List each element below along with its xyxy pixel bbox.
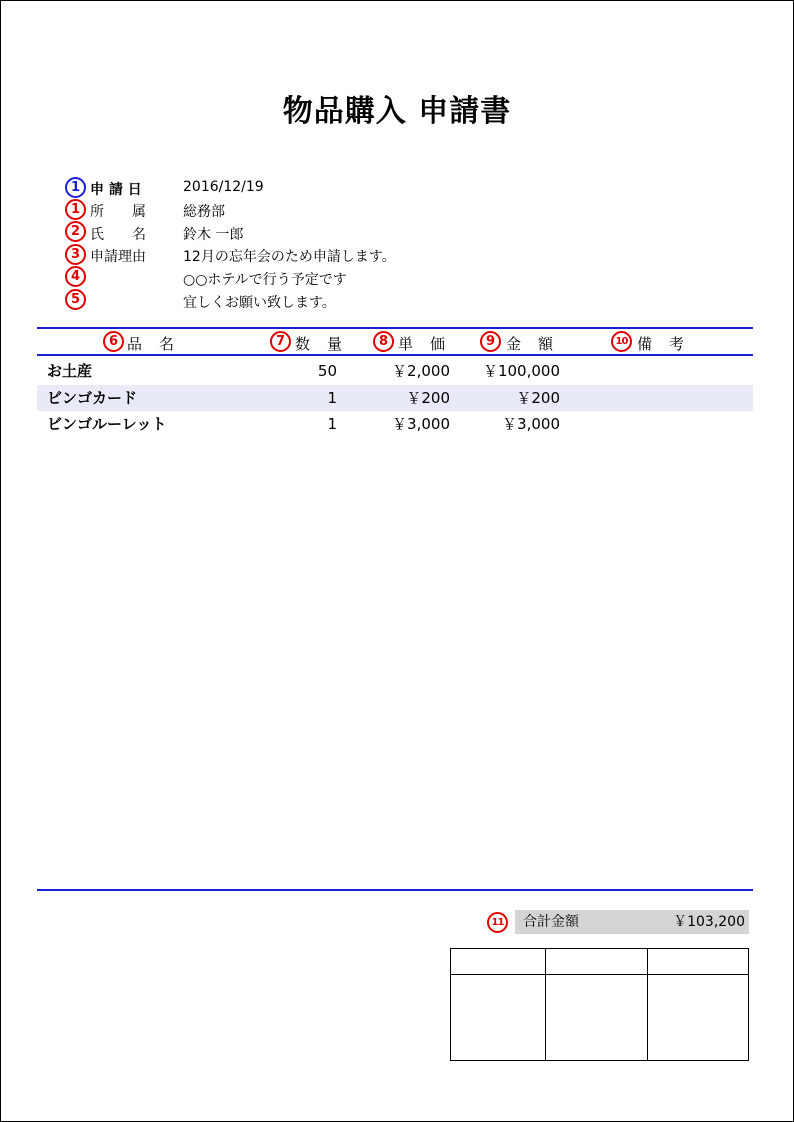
header-qty: 数 量 xyxy=(295,335,344,353)
row-price: ￥200 xyxy=(406,389,450,407)
dept-label: 所 属 xyxy=(90,204,146,220)
row-qty: 50 xyxy=(317,362,337,380)
row-item: ビンゴルーレット xyxy=(47,415,167,433)
row-item: ビンゴカード xyxy=(47,389,138,407)
reason-line-2: ○○ホテルで行う予定です xyxy=(183,272,347,288)
marker-6: 6 xyxy=(103,331,124,352)
marker-10: 10 xyxy=(611,331,632,352)
table-header-top-rule xyxy=(37,327,753,329)
document-title: 物品購入 申請書 xyxy=(282,94,512,129)
marker-9: 9 xyxy=(480,331,501,352)
name-value: 鈴木 一郎 xyxy=(183,227,244,243)
table-row xyxy=(37,411,753,437)
table-row xyxy=(37,385,753,411)
marker-7: 7 xyxy=(270,331,291,352)
total-box xyxy=(515,910,749,934)
date-value: 2016/12/19 xyxy=(183,179,264,195)
row-amount: ￥100,000 xyxy=(482,362,560,380)
marker-4: 4 xyxy=(65,266,86,287)
marker-5: 5 xyxy=(65,289,86,310)
marker-2-name: 2 xyxy=(65,221,86,242)
row-price: ￥3,000 xyxy=(392,415,450,433)
row-qty: 1 xyxy=(327,389,337,407)
reason-line-1: 12月の忘年会のため申請します。 xyxy=(183,249,396,265)
table-row xyxy=(37,358,753,384)
approval-column-divider xyxy=(545,949,546,1060)
table-footer-rule xyxy=(37,889,753,891)
reason-line-3: 宜しくお願い致します。 xyxy=(183,295,336,311)
name-label: 氏 名 xyxy=(90,227,146,243)
approval-stamp-grid xyxy=(450,948,749,1061)
row-item: お土産 xyxy=(47,362,93,380)
dept-value: 総務部 xyxy=(183,204,225,220)
total-value: ￥103,200 xyxy=(673,914,745,930)
marker-1-date: 1 xyxy=(65,177,86,198)
row-amount: ￥200 xyxy=(516,389,560,407)
approval-column-divider xyxy=(647,949,648,1060)
approval-header-divider xyxy=(451,974,748,975)
date-label: 申 請 日 xyxy=(90,182,142,198)
marker-1-dept: 1 xyxy=(65,199,86,220)
row-price: ￥2,000 xyxy=(392,362,450,380)
header-item: 品 名 xyxy=(127,335,176,353)
table-header-bottom-rule xyxy=(37,354,753,356)
row-amount: ￥3,000 xyxy=(502,415,560,433)
marker-11: 11 xyxy=(487,912,508,933)
header-price: 単 価 xyxy=(398,335,447,353)
row-qty: 1 xyxy=(327,415,337,433)
total-label: 合計金額 xyxy=(523,914,579,930)
reason-label: 申請理由 xyxy=(90,249,146,265)
header-note: 備 考 xyxy=(637,335,686,353)
marker-8: 8 xyxy=(373,331,394,352)
marker-3-reason: 3 xyxy=(65,244,86,265)
header-amount: 金 額 xyxy=(506,335,555,353)
